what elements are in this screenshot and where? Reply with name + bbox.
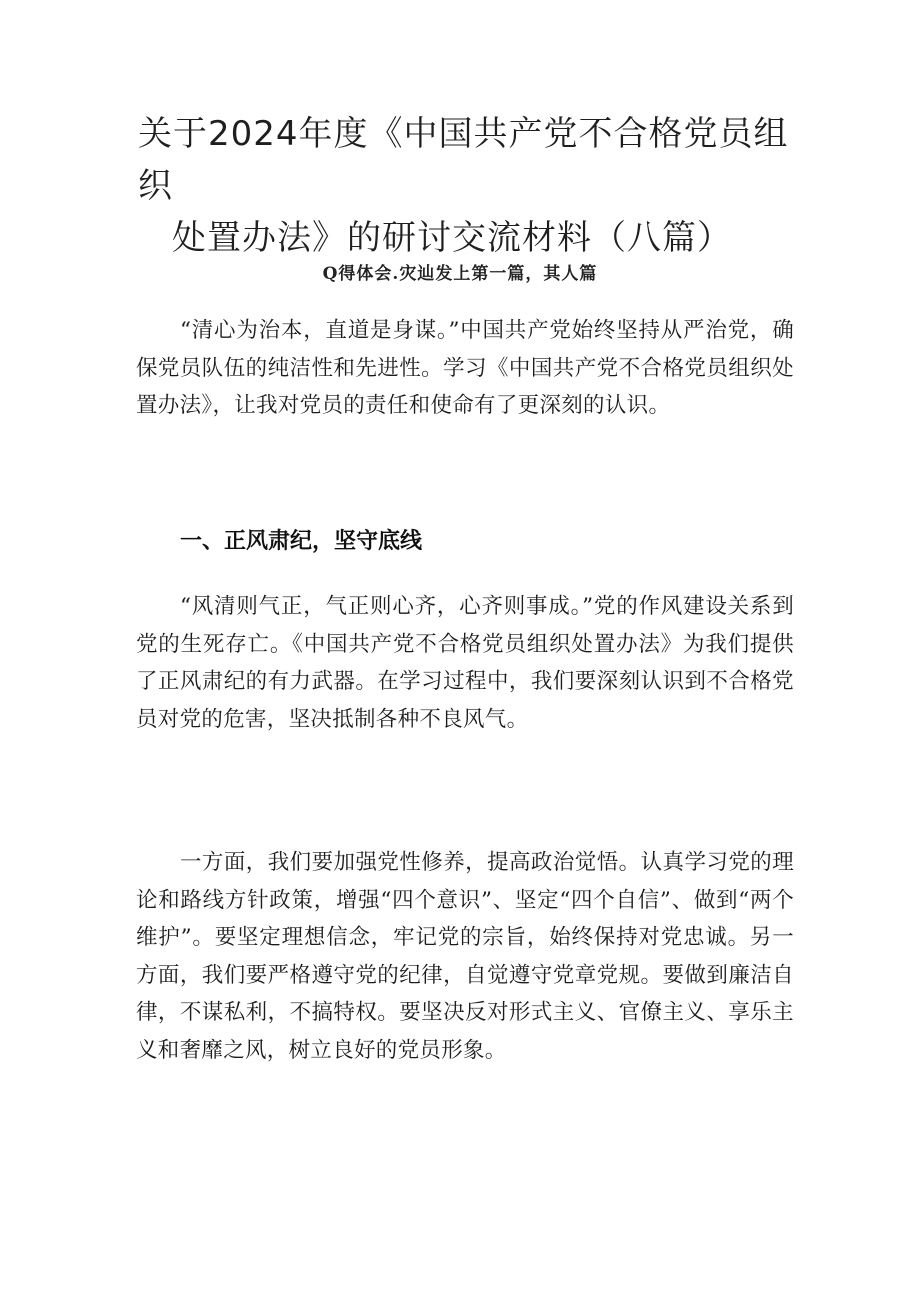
document-title: [138, 108, 818, 264]
title-line-1: 关于2024年度《中国共产党不合格党员组织: [138, 114, 789, 206]
document-subtitle: Q得体会.灾辿发上第一篇，其人篇: [322, 264, 598, 284]
paragraph-section-1: “风清则气正，气正则心齐，心齐则事成。”党的作风建设关系到党的生死存亡。《中国共产党不合格党员组织处置办法》为我们提供了正风肃纪的有力武器。在学习过程中，我们要深刻认识到不合格党员对党的危害，坚决抵制各种不良风气。: [136, 594, 794, 732]
section-heading-1: 一、正风肃纪，坚守底线: [180, 529, 423, 554]
paragraph-section-1-detail: 一方面，我们要加强党性修养，提高政治觉悟。认真学习党的理论和路线方针政策，增强“四个意识”、坚定“四个自信”、做到“两个维护”。要坚定理想信念，牢记党的宗旨，始终保持对党忠诚。另一方面，我们要严格遵守党的纪律，自觉遵守党章党规。要做到廉洁自律，不谋私利，不搞特权。要坚决反对形式主义、官僚主义、享乐主义和奢靡之风，树立良好的党员形象。: [136, 850, 794, 1063]
paragraph-intro: “清心为治本，直道是身谋。”中国共产党始终坚持从严治党，确保党员队伍的纯洁性和先进性。学习《中国共产党不合格党员组织处置办法》，让我对党员的责任和使命有了更深刻的认识。: [136, 318, 794, 418]
title-line-2: 处置办法》的研讨交流材料（八篇）: [172, 218, 732, 258]
